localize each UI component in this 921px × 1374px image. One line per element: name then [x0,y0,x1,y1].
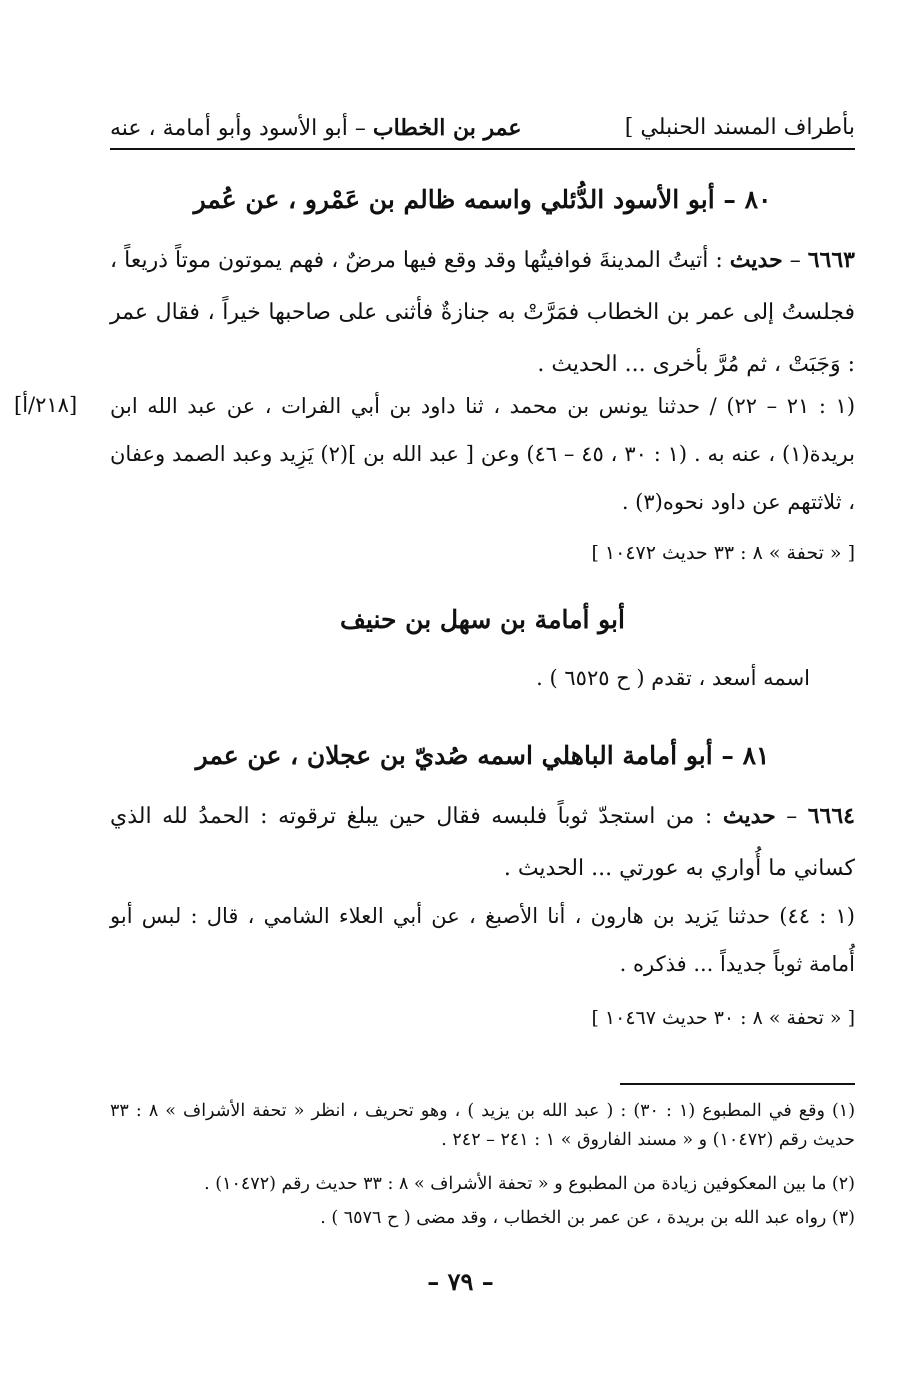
section-80-title: ٨٠ – أبو الأسود الدُّئلي واسمه ظالم بن عَمْرو ، عن عُمر [193,185,772,214]
page-number: – ٧٩ – [427,1267,494,1296]
section-abu-umama-sahl-title: أبو أمامة بن سهل بن حنيف [340,605,625,634]
footnote-3: (٣) رواه عبد الله بن بريدة ، عن عمر بن الخطاب ، وقد مضى ( ح ٦٥٧٦ ) . [320,1208,855,1228]
hadith-6664: ٦٦٦٤ – حديث : من استجدّ ثوباً فلبسه فقال حين يبلغ ترقوته : الحمدُ لله الذي كساني ما أُواري به عورتي ... الحديث . [110,803,855,881]
hadith-6664-text: : من استجدّ ثوباً فلبسه فقال حين يبلغ ترقوته : الحمدُ لله الذي كساني ما أُواري به عورتي ... الحديث . [110,804,855,881]
hadith-6664-label: حديث [722,803,776,829]
hadith-6663-label: حديث [729,247,783,273]
hadith-6664-number: ٦٦٦٤ [807,803,855,829]
tuhfa-ref-6663: [ « تحفة » ٨ : ٣٣ حديث ١٠٤٧٢ ] [591,542,855,564]
footnote-2: (٢) ما بين المعكوفين زيادة من المطبوع و « تحفة الأشراف » ٨ : ٣٣ حديث رقم (١٠٤٧٢) . [204,1174,855,1194]
abu-umama-sahl-note: اسمه أسعد ، تقدم ( ح ٦٥٢٥ ) . [536,666,810,690]
header-section-bold: عمر بن الخطاب [372,115,522,141]
hadith-6663-number: ٦٦٦٣ [807,247,855,273]
header-section [110,108,522,149]
hadith-6663: ٦٦٦٣ – حديث : أتيتُ المدينةَ فوافيتُها وقد وقع فيها مرضٌ ، فهم يموتون موتاً ذريعاً ، فجلستُ إلى عمر بن الخطاب فمَرَّتْ به جنازةٌ فأثنى على صاحبها خيراً ، فقال عمر : وَجَبَتْ ، ثم مُرَّ بأخرى ... الحديث . [110,247,855,377]
marginal-folio-note: [٢١٨/أ] [14,393,78,417]
isnad-6663: (١ : ٢١ – ٢٢) / حدثنا يونس بن محمد ، ثنا داود بن أبي الفرات ، عن عبد الله ابن بريدة(١) ، عنه به . (١ : ٣٠ ، ٤٥ – ٤٦) وعن [ عبد الله بن ](٢) يَزِيد وعبد الصمد وعفان ، ثلاثتهم عن داود نحوه(٣) . [110,394,856,514]
header-rule [110,148,855,150]
header-book-title: بأطراف المسند الحنبلي ] [624,115,855,140]
footnote-1: (١) وقع في المطبوع (١ : ٣٠) : ( عبد الله بن يزيد ) ، وهو تحريف ، انظر « تحفة الأشراف » ٨ : ٣٣ حديث رقم (١٠٤٧٢) و « مسند الفاروق » ١ : ٢٤١ – ٢٤٢ . [110,1101,856,1150]
section-81-title: ٨١ – أبو أمامة الباهلي اسمه صُديّ بن عجلان ، عن عمر [195,741,770,770]
hadith-6663-text: : أتيتُ المدينةَ فوافيتُها وقد وقع فيها مرضٌ ، فهم يموتون موتاً ذريعاً ، فجلستُ إلى عمر بن الخطاب فمَرَّتْ به جنازةٌ فأثنى على صاحبها خيراً ، فقال عمر : وَجَبَتْ ، ثم مُرَّ بأخرى ... الحديث . [110,248,855,377]
footnote-rule [620,1083,855,1085]
tuhfa-ref-6664: [ « تحفة » ٨ : ٣٠ حديث ١٠٤٦٧ ] [591,1007,855,1029]
isnad-6664: (١ : ٤٤) حدثنا يَزيد بن هارون ، أنا الأصبغ ، عن أبي العلاء الشامي ، قال : لبس أبو أُمامة ثوباً جديداً ... فذكره . [110,904,855,976]
header-section-rest: – أبو الأسود وأبو أمامة ، عنه [110,116,373,141]
running-header [110,108,855,148]
